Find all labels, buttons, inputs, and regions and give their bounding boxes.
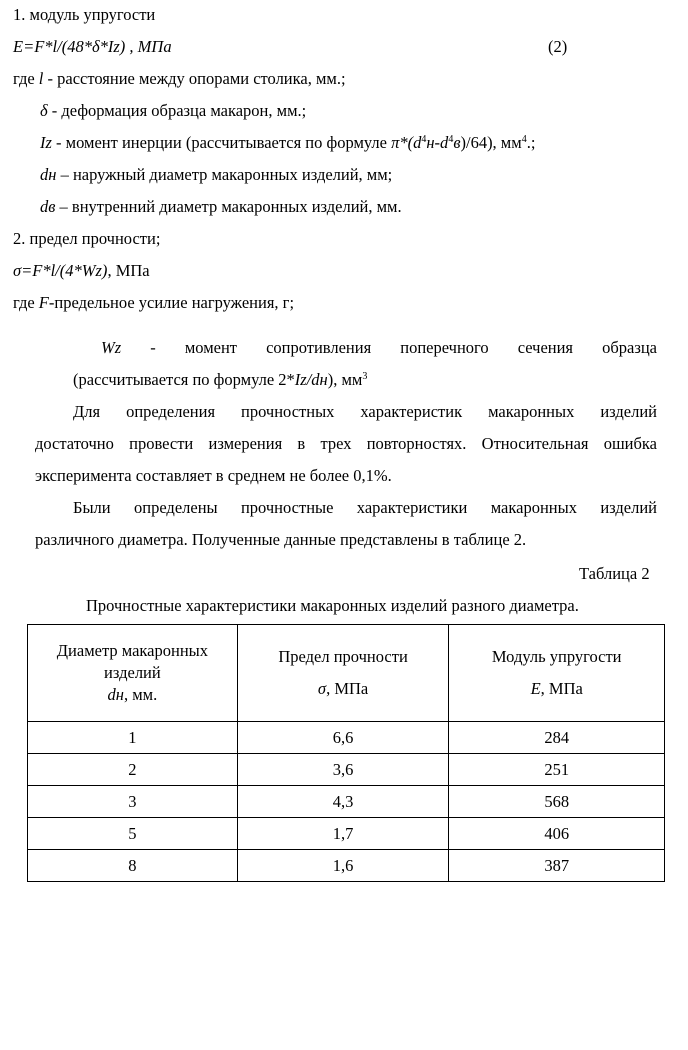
header-unit: , МПа — [326, 679, 369, 698]
cell-modulus: 406 — [449, 818, 665, 850]
paragraph-1-line-1: Для определения прочностных характеристик макаронных изделий — [73, 402, 657, 421]
symbol-iz: Iz — [40, 133, 52, 152]
paragraph-1-line-3: эксперимента составляет в среднем не более 0,1%. — [35, 466, 392, 485]
definition-wz: - момент сопротивления поперечного сечения образца — [121, 338, 657, 357]
header-diameter — [28, 625, 238, 722]
cell-strength: 1,7 — [237, 818, 449, 850]
superscript: 4 — [421, 134, 427, 145]
header-symbol: E — [530, 679, 541, 698]
header-text: изделий — [104, 663, 161, 682]
paragraph-2-line-1: Были определены прочностные характеристики макаронных изделий — [73, 498, 657, 517]
paragraph-2-line-2: различного диаметра. Полученные данные представлены в таблице 2. — [35, 530, 527, 549]
formula-2-heading: 2. предел прочности; — [13, 229, 161, 248]
formula-1-heading: 1. модуль упругости — [13, 5, 156, 24]
formula-sigma: σ=F*l/(4*Wz) — [13, 261, 108, 280]
strength-table — [27, 624, 665, 882]
definition-dn: – наружный диаметр макаронных изделий, мм; — [56, 165, 393, 184]
where-line-l — [13, 68, 346, 90]
definition-f: -предельное усилие нагружения, г; — [48, 293, 295, 312]
header-text: Диаметр макаронных — [56, 641, 208, 660]
symbol-f: F — [38, 293, 49, 312]
where-word: где — [13, 293, 39, 312]
cell-diameter: 3 — [28, 786, 238, 818]
cell-strength: 4,3 — [237, 786, 449, 818]
superscript: 4 — [521, 134, 527, 145]
cell-modulus: 568 — [449, 786, 665, 818]
where-line-wz — [101, 337, 657, 359]
header-text: Модуль упругости — [491, 647, 622, 666]
definition-l: - расстояние между опорами столика, мм.; — [43, 69, 346, 88]
definition-iz: - момент инерции (рассчитывается по формуле — [51, 133, 392, 152]
header-text: Предел прочности — [278, 647, 408, 666]
table-row — [28, 754, 665, 786]
superscript: 3 — [362, 371, 368, 382]
symbol-delta: δ — [40, 101, 48, 120]
cell-diameter: 1 — [28, 722, 238, 754]
header-modulus — [449, 625, 665, 722]
cell-strength: 3,6 — [237, 754, 449, 786]
where-line-f — [13, 292, 294, 314]
header-unit: , МПа — [540, 679, 583, 698]
symbol-wz: Wz — [101, 338, 122, 357]
formula-strength — [13, 260, 150, 282]
cell-strength: 6,6 — [237, 722, 449, 754]
where-line-dn — [40, 164, 392, 186]
wz-formula-unit: ), мм — [327, 370, 363, 389]
table-row — [28, 722, 665, 754]
header-symbol: dн — [107, 685, 124, 704]
header-strength — [237, 625, 449, 722]
cell-diameter: 5 — [28, 818, 238, 850]
paragraph-1-line-2: достаточно провести измерения в трех повторностях. Относительная ошибка — [35, 434, 657, 453]
equation-number: (2) — [548, 37, 568, 56]
table-label: Таблица 2 — [579, 564, 650, 583]
definition-dv: – внутренний диаметр макаронных изделий, мм. — [55, 197, 402, 216]
formula-unit: , МПа — [107, 261, 150, 280]
wz-formula-text: (рассчитывается по формуле 2* — [73, 370, 295, 389]
formula-part: в — [453, 133, 461, 152]
formula-elasticity: E=F*l/(48*δ*Iz) , МПа — [13, 37, 172, 56]
symbol-dn: dн — [40, 165, 57, 184]
where-line-delta — [40, 100, 306, 122]
table-header-row — [28, 625, 665, 722]
table-row — [28, 818, 665, 850]
table-row — [28, 786, 665, 818]
cell-diameter: 8 — [28, 850, 238, 882]
header-symbol: σ — [317, 679, 327, 698]
wz-formula: Iz/dн — [294, 370, 328, 389]
formula-part: π*(d — [391, 133, 422, 152]
cell-strength: 1,6 — [237, 850, 449, 882]
header-unit: , мм. — [123, 685, 158, 704]
table-row — [28, 850, 665, 882]
formula-tail: .; — [526, 133, 536, 152]
where-line-iz — [40, 132, 535, 154]
cell-modulus: 284 — [449, 722, 665, 754]
cell-modulus: 251 — [449, 754, 665, 786]
definition-delta: - деформация образца макарон, мм.; — [47, 101, 307, 120]
where-line-dv — [40, 196, 402, 218]
cell-modulus: 387 — [449, 850, 665, 882]
symbol-l: l — [38, 69, 44, 88]
where-word: где — [13, 69, 39, 88]
symbol-dv: dв — [40, 197, 56, 216]
cell-diameter: 2 — [28, 754, 238, 786]
formula-tail: )/64), мм — [460, 133, 522, 152]
table-caption: Прочностные характеристики макаронных изделий разного диаметра. — [86, 596, 579, 615]
formula-part: н-d — [426, 133, 449, 152]
where-line-wz-cont — [73, 369, 367, 391]
superscript: 4 — [448, 134, 454, 145]
